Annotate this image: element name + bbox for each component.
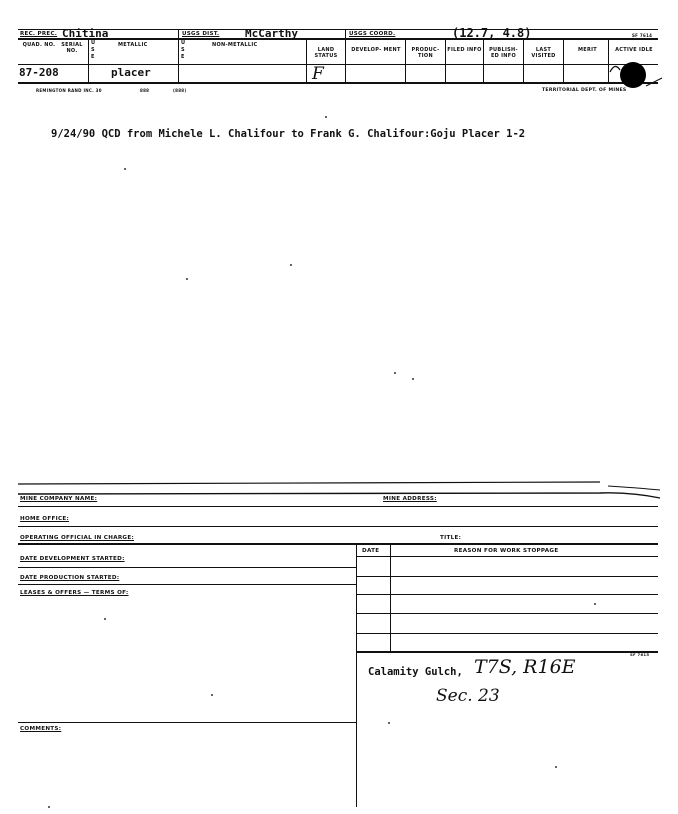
speck [325, 116, 327, 118]
speck [124, 168, 126, 170]
record-number: 87-208 [19, 66, 59, 79]
rec-prec-value: Chitina [62, 27, 109, 40]
col-use-metallic: U S E [91, 40, 96, 60]
divider [345, 29, 346, 83]
rule [18, 506, 658, 507]
usgs-dist-value: McCarthy [245, 27, 298, 40]
speck [211, 694, 213, 696]
header-rule-2 [18, 64, 658, 65]
rule [18, 567, 356, 568]
reason-col-label: REASON FOR WORK STOPPAGE [454, 548, 559, 554]
col-development: DEVELOP- MENT [351, 47, 401, 53]
date-production-label: DATE PRODUCTION STARTED: [20, 575, 120, 581]
rule [356, 556, 658, 557]
divider [563, 40, 564, 83]
usgs-coord-label: USGS COORD. [349, 31, 396, 37]
speck [388, 722, 390, 724]
footer-code-b: (888) [173, 88, 187, 93]
rule [356, 594, 658, 595]
rule [356, 633, 658, 634]
rule [18, 584, 356, 585]
speck [394, 372, 396, 374]
active-idle-scribble [606, 58, 666, 92]
rule [18, 526, 658, 527]
date-development-label: DATE DEVELOPMENT STARTED: [20, 556, 125, 562]
rule [356, 613, 658, 614]
rule [356, 576, 658, 577]
mine-company-name-label: MINE COMPANY NAME: [20, 496, 98, 502]
form-code-top: SF 7614 [632, 33, 653, 38]
divider [178, 29, 179, 83]
footer-right: TERRITORIAL DEPT. OF MINES [542, 88, 627, 93]
divider [483, 40, 484, 83]
title-label: TITLE: [440, 535, 462, 541]
deposit-type: placer [111, 66, 151, 79]
col-active-idle: ACTIVE IDLE [615, 47, 653, 53]
rec-prec-label: REC. PREC. [20, 31, 58, 37]
divider [390, 545, 391, 652]
form-code-bottom: SF 7615 [630, 652, 650, 657]
usgs-dist-label: USGS DIST. [182, 31, 220, 37]
rule [18, 722, 356, 723]
col-filed-info: FILED INFO [447, 47, 482, 53]
leases-offers-label: LEASES & OFFERS — TERMS OF: [20, 590, 129, 596]
header-rule-1 [18, 38, 658, 40]
speck [594, 603, 596, 605]
location-typed: Calamity Gulch, [368, 666, 463, 678]
header-bottom-rule [18, 82, 658, 84]
rule [18, 543, 658, 545]
divider [405, 40, 406, 83]
header-top-rule [18, 29, 658, 30]
mine-address-label: MINE ADDRESS: [383, 496, 437, 502]
speck [412, 378, 414, 380]
col-published-info: PUBLISH- ED INFO [489, 47, 518, 59]
col-non-metallic: NON-METALLIC [212, 42, 258, 48]
col-merit: MERIT [578, 47, 598, 53]
col-last-visited: LAST VISITED [531, 47, 556, 59]
speck [48, 806, 50, 808]
date-col-label: DATE [362, 548, 380, 554]
home-office-label: HOME OFFICE: [20, 516, 70, 522]
land-status-mark: F [312, 64, 324, 84]
torn-top-rule [0, 476, 678, 506]
location-section: Sec. 23 [436, 686, 500, 706]
speck [104, 618, 106, 620]
speck [555, 766, 557, 768]
col-use-nonmetallic: U S E [181, 40, 186, 60]
divider [523, 40, 524, 83]
col-serial-no: SERIAL NO. [61, 42, 83, 54]
rule [356, 651, 658, 653]
speck [186, 278, 188, 280]
col-quad-no: QUAD. NO. [22, 42, 56, 48]
center-divider [356, 545, 357, 807]
usgs-coord-value: (12.7, 4.8) [452, 26, 532, 40]
divider [88, 40, 89, 83]
col-land-status: LAND STATUS [314, 47, 338, 59]
entry-line: 9/24/90 QCD from Michele L. Chalifour to Frank G. Chalifour:Goju Placer 1-2 [51, 128, 526, 140]
location-township-range: T7S, R16E [474, 656, 576, 678]
divider [445, 40, 446, 83]
speck [290, 264, 292, 266]
operating-official-label: OPERATING OFFICIAL IN CHARGE: [20, 535, 134, 541]
comments-label: COMMENTS: [20, 726, 62, 732]
footer-code-a: 888 [140, 88, 150, 93]
col-production: PRODUC- TION [411, 47, 440, 59]
footer-left: REMINGTON RAND INC. 30 [36, 88, 102, 93]
col-metallic: METALLIC [118, 42, 148, 48]
